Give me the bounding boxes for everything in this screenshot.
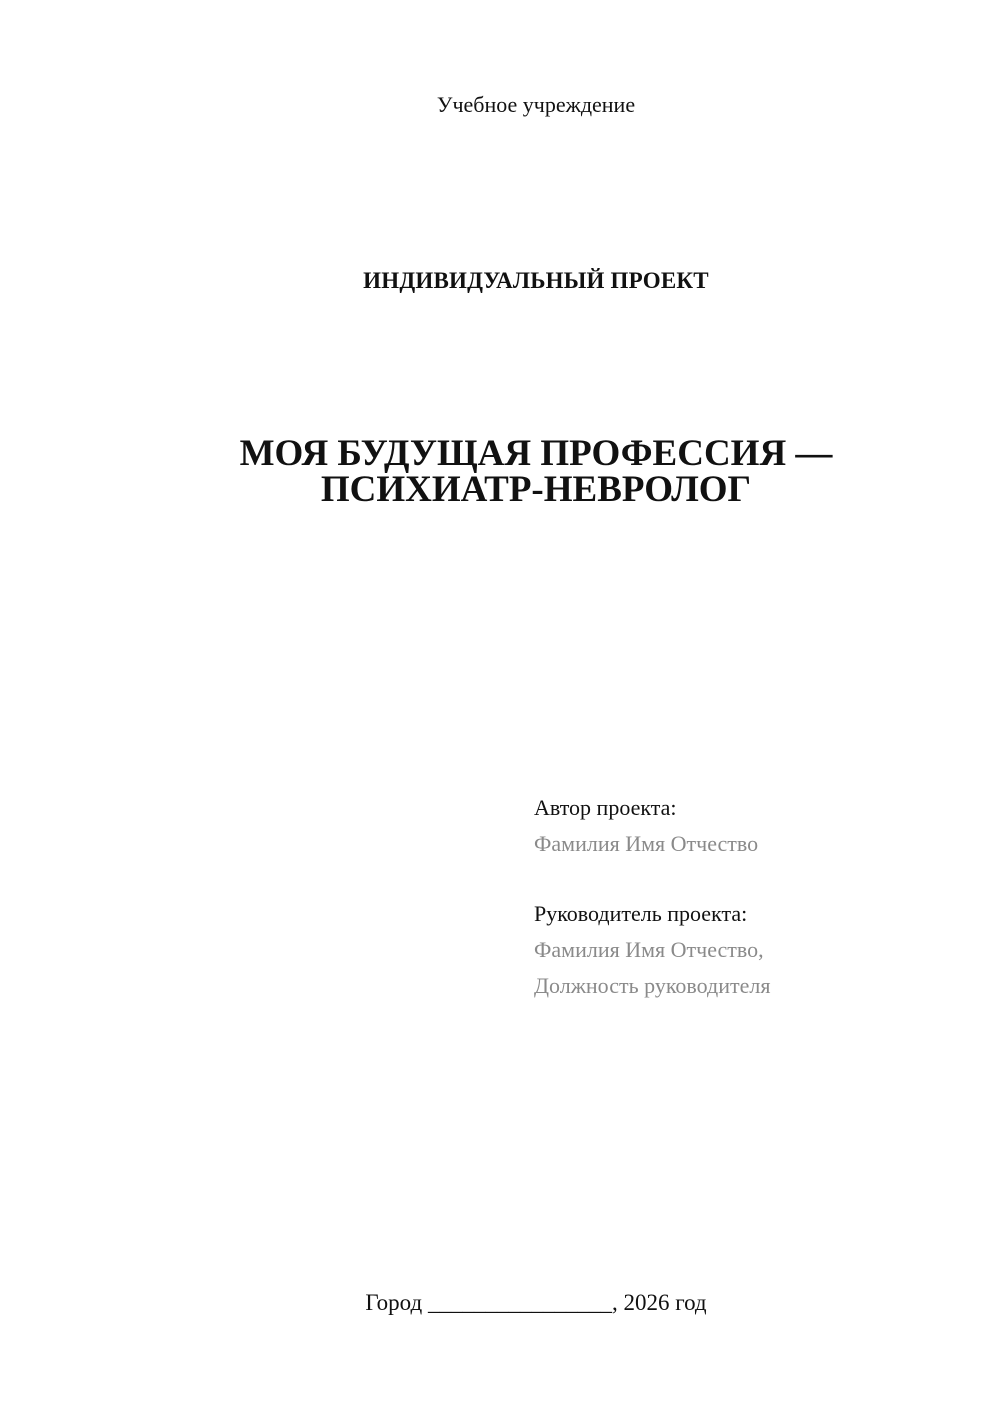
credits-spacer xyxy=(534,862,770,896)
project-type-heading: ИНДИВИДУАЛЬНЫЙ ПРОЕКТ xyxy=(363,268,709,293)
supervisor-name: Фамилия Имя Отчество, xyxy=(534,937,764,962)
project-title xyxy=(0,433,1000,510)
project-title-line-2: ПСИХИАТР-НЕВРОЛОГ xyxy=(320,469,752,510)
project-title-line-1: МОЯ БУДУЩАЯ ПРОФЕССИЯ — xyxy=(239,433,833,474)
project-credits xyxy=(534,790,770,1004)
author-label: Автор проекта: xyxy=(534,795,677,820)
supervisor-position: Должность руководителя xyxy=(534,973,771,998)
city-year-line: Город ________________, 2026 год xyxy=(365,1290,707,1315)
institution-name: Учебное учреждение xyxy=(436,92,636,117)
supervisor-label: Руководитель проекта: xyxy=(534,901,748,926)
author-name: Фамилия Имя Отчество xyxy=(534,831,759,856)
